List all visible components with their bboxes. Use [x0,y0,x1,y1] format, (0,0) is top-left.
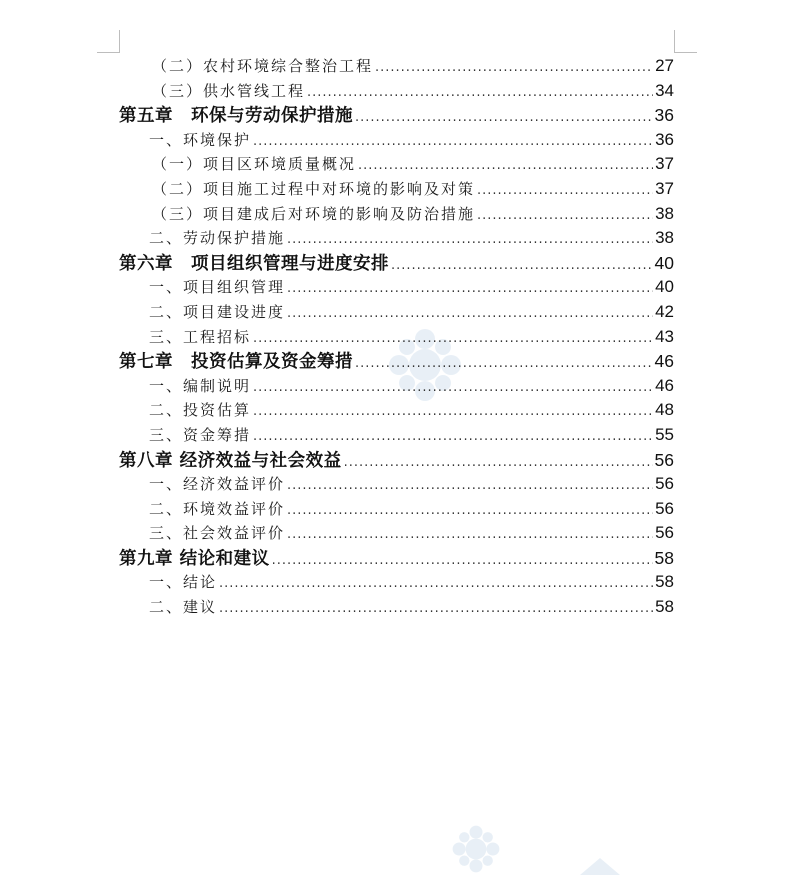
toc-dot-leader [253,130,653,153]
toc-section-entry[interactable] [119,570,674,595]
toc-dot-leader [253,425,653,448]
toc-dot-leader [287,474,653,497]
toc-section-entry[interactable] [119,472,674,497]
toc-entry-title: 第六章 项目组织管理与进度安排 [119,253,389,274]
watermark-logo-icon [448,823,504,875]
toc-entry-title: 第九章 结论和建议 [119,548,270,569]
toc-chapter-entry[interactable] [119,251,674,276]
toc-page-number: 58 [654,547,674,568]
toc-chapter-entry[interactable] [119,546,674,571]
toc-section-entry[interactable] [119,374,674,399]
toc-section-entry[interactable] [119,275,674,300]
toc-entry-title: 三、社会效益评价 [149,524,286,543]
crop-mark-top-left-horizontal [97,52,119,53]
toc-page-number: 36 [654,105,674,126]
toc-section-entry[interactable] [119,152,674,177]
toc-dot-leader [219,597,653,620]
toc-dot-leader [344,451,653,473]
toc-page-number: 38 [655,228,674,248]
toc-page-number: 48 [655,400,674,420]
toc-page-number: 40 [654,252,674,273]
toc-entry-title: 第七章 投资估算及资金筹措 [119,352,353,373]
toc-dot-leader [477,204,653,227]
toc-page-number: 46 [655,375,674,395]
toc-entry-title: 一、结论 [149,573,218,592]
toc-page-number: 56 [654,449,674,470]
toc-dot-leader [355,352,653,374]
toc-page-number: 56 [655,498,674,518]
toc-entry-title: 二、投资估算 [149,401,252,420]
toc-page-number: 36 [655,129,674,149]
toc-section-entry[interactable] [119,423,674,448]
toc-entry-title: （二）项目施工过程中对环境的影响及对策 [152,179,476,198]
toc-section-entry[interactable] [119,398,674,423]
toc-section-entry[interactable] [119,79,674,104]
toc-section-entry[interactable] [119,202,674,227]
toc-dot-leader [358,154,653,177]
toc-page-number: 38 [655,203,674,223]
toc-entry-title: （一）项目区环境质量概况 [152,155,357,174]
toc-dot-leader [287,523,653,546]
toc-entry-title: 三、资金筹措 [149,425,252,444]
toc-dot-leader [391,254,653,276]
toc-dot-leader [253,327,653,350]
toc-section-entry[interactable] [119,497,674,522]
toc-dot-leader [355,106,653,128]
toc-entry-title: （二）农村环境综合整治工程 [152,57,374,75]
toc-section-entry[interactable] [119,128,674,153]
toc-page-number: 43 [655,326,674,346]
toc-entry-title: （三）供水管线工程 [152,81,306,100]
toc-page-number: 37 [655,154,674,174]
toc-page-number: 42 [655,301,674,321]
crop-mark-top-right-horizontal [675,52,697,53]
toc-section-entry[interactable] [119,54,674,79]
toc-page-number: 40 [655,277,674,297]
toc-entry-title: 二、劳动保护措施 [149,229,286,248]
toc-page-number: 56 [655,474,674,494]
toc-dot-leader [477,179,653,202]
toc-section-entry[interactable] [119,595,674,620]
toc-page-number: 37 [655,178,674,198]
toc-dot-leader [307,81,653,104]
toc-entry-title: 一、项目组织管理 [149,278,286,297]
toc-entry-title: 二、项目建设进度 [149,302,286,321]
toc-entry-title: 二、建议 [149,598,218,617]
toc-entry-title: 第五章 环保与劳动保护措施 [119,106,353,127]
toc-section-entry[interactable] [119,521,674,546]
toc-section-entry[interactable] [119,226,674,251]
toc-section-entry[interactable] [119,300,674,325]
toc-page-number: 58 [655,572,674,592]
toc-dot-leader [287,499,653,522]
toc-entry-title: 一、环境保护 [149,130,252,149]
crop-mark-top-left-vertical [119,30,120,53]
table-of-contents [119,54,674,620]
toc-page-number: 27 [655,56,674,75]
toc-entry-title: 第八章 经济效益与社会效益 [119,450,342,471]
toc-entry-title: （三）项目建成后对环境的影响及防治措施 [152,204,476,223]
toc-entry-title: 一、经济效益评价 [149,475,286,494]
toc-dot-leader [287,277,653,300]
toc-entry-title: 二、环境效益评价 [149,499,286,518]
toc-chapter-entry[interactable] [119,448,674,473]
toc-dot-leader [253,376,653,399]
watermark-logo-icon [580,858,620,875]
toc-section-entry[interactable] [119,177,674,202]
toc-page-number: 58 [655,597,674,617]
toc-entry-title: 三、工程招标 [149,327,252,346]
toc-page-number: 34 [655,80,674,100]
toc-dot-leader [375,56,653,79]
toc-chapter-entry[interactable] [119,349,674,374]
toc-section-entry[interactable] [119,325,674,350]
toc-page-number: 56 [655,523,674,543]
toc-chapter-entry[interactable] [119,103,674,128]
toc-entry-title: 一、编制说明 [149,376,252,395]
toc-dot-leader [287,302,653,325]
toc-page-number: 55 [655,424,674,444]
toc-dot-leader [219,572,653,595]
toc-page-number: 46 [654,351,674,372]
toc-dot-leader [272,549,653,571]
crop-mark-top-right-vertical [674,30,675,53]
toc-dot-leader [287,228,653,251]
toc-dot-leader [253,400,653,423]
